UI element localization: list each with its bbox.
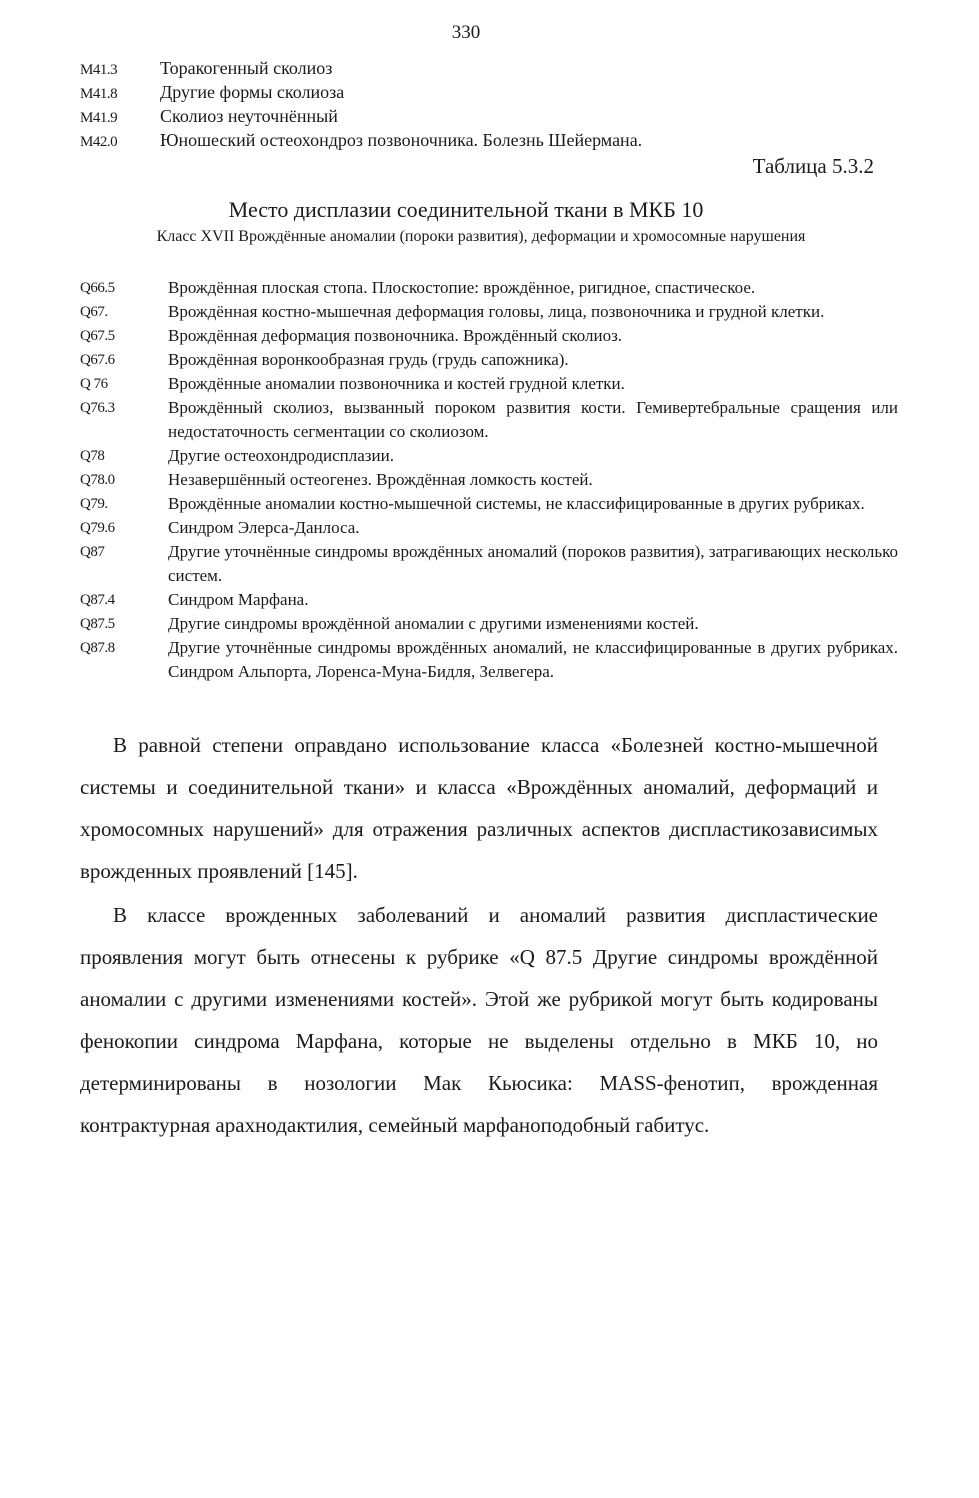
- icd-code: Q66.5: [80, 280, 115, 296]
- icd-row: [80, 492, 898, 516]
- icd-row: [80, 636, 898, 684]
- icd-code: Q67.5: [80, 328, 115, 344]
- icd-code: Q76.3: [80, 400, 115, 416]
- icd-description: Врождённые аномалии позвоночника и костей грудной клетки.: [168, 374, 625, 393]
- icd-row: [80, 300, 898, 324]
- top-code-list: [80, 58, 920, 154]
- icd-description: Торакогенный сколиоз: [160, 58, 333, 78]
- icd-description: Врождённая костно-мышечная деформация головы, лица, позвоночника и грудной клетки.: [168, 302, 825, 321]
- icd-row: [80, 276, 898, 300]
- class-title: Класс XVII Врождённые аномалии (пороки развития), деформации и хромосомные нарушения: [156, 228, 806, 245]
- icd-code: Q 76: [80, 376, 108, 392]
- icd-code: Q87: [80, 544, 105, 560]
- paragraph: В равной степени оправдано использование класса «Болезней костно-мышечной системы и соединительной ткани» и класса «Врождённых аномалий, деформаций и хромосомных нарушений» для отражения различных аспектов диспластикозависимых врожденных проявлений [145].: [80, 733, 878, 883]
- icd-row: [80, 540, 898, 588]
- icd-description: Незавершённый остеогенез. Врождённая ломкость костей.: [168, 470, 593, 489]
- code-row: [80, 106, 920, 130]
- icd-code: Q79.: [80, 496, 108, 512]
- code-row: [80, 58, 920, 82]
- icd-row: [80, 588, 898, 612]
- icd-code: Q78.0: [80, 472, 115, 488]
- icd-description: Другие синдромы врождённой аномалии с другими изменениями костей.: [168, 614, 699, 633]
- icd-description: Врождённая плоская стопа. Плоскостопие: врождённое, ригидное, спастическое.: [168, 278, 756, 297]
- icd-code: Q87.5: [80, 616, 115, 632]
- icd-code: Q78: [80, 448, 105, 464]
- icd-row: [80, 372, 898, 396]
- icd-description: Синдром Элерса-Данлоса.: [168, 518, 360, 537]
- icd-description: Другие остеохондродисплазии.: [168, 446, 394, 465]
- icd-code: Q67.: [80, 304, 108, 320]
- icd-row: [80, 348, 898, 372]
- icd-description: Синдром Марфана.: [168, 590, 309, 609]
- icd-code: M41.8: [80, 86, 118, 102]
- icd-row: [80, 396, 898, 444]
- paragraph: В классе врожденных заболеваний и аномалий развития диспластические проявления могут быть отнесены к рубрике «Q 87.5 Другие синдромы врождённой аномалии с другими изменениями костей». Этой же рубрикой могут быть кодированы фенокопии синдрома Марфана, которые не выделены отдельно в МКБ 10, но детерминированы в нозологии Мак Кьюсика: MASS-фенотип, врожденная контрактурная арахнодактилия, семейный марфаноподобный габитус.: [80, 903, 878, 1137]
- icd-description: Другие формы сколиоза: [160, 82, 345, 102]
- icd-row: [80, 516, 898, 540]
- icd-table: [80, 276, 898, 684]
- icd-code: Q87.8: [80, 640, 115, 656]
- icd-description: Врождённая воронкообразная грудь (грудь сапожника).: [168, 350, 569, 369]
- icd-row: [80, 324, 898, 348]
- icd-description: Врождённый сколиоз, вызванный пороком развития кости. Гемивертебральные сращения или недостаточность сегментации со сколиозом.: [168, 398, 898, 441]
- icd-code: M42.0: [80, 134, 118, 150]
- code-row: [80, 82, 920, 106]
- icd-code: Q87.4: [80, 592, 115, 608]
- icd-code: Q67.6: [80, 352, 115, 368]
- table-title: Место дисплазии соединительной ткани в МКБ 10: [228, 197, 704, 222]
- body-text: [80, 724, 878, 1146]
- icd-row: [80, 612, 898, 636]
- icd-code: M41.3: [80, 62, 118, 78]
- icd-description: Другие уточнённые синдромы врождённых аномалий, не классифицированные в других рубриках. Синдром Альпорта, Лоренса-Муна-Бидля, Зелвегера.: [168, 638, 898, 681]
- icd-description: Другие уточнённые синдромы врождённых аномалий (пороков развития), затрагивающих несколько систем.: [168, 542, 898, 585]
- icd-row: [80, 444, 898, 468]
- icd-row: [80, 468, 898, 492]
- icd-description: Врождённые аномалии костно-мышечной системы, не классифицированные в других рубриках.: [168, 494, 865, 513]
- icd-description: Юношеский остеохондроз позвоночника. Болезнь Шейермана.: [160, 130, 643, 150]
- code-row: [80, 130, 920, 154]
- icd-description: Врождённая деформация позвоночника. Врождённый сколиоз.: [168, 326, 623, 345]
- icd-description: Сколиоз неуточнённый: [160, 106, 338, 126]
- icd-code: Q79.6: [80, 520, 115, 536]
- page-number: 330: [451, 22, 481, 43]
- table-label: Таблица 5.3.2: [752, 154, 874, 178]
- icd-code: M41.9: [80, 110, 118, 126]
